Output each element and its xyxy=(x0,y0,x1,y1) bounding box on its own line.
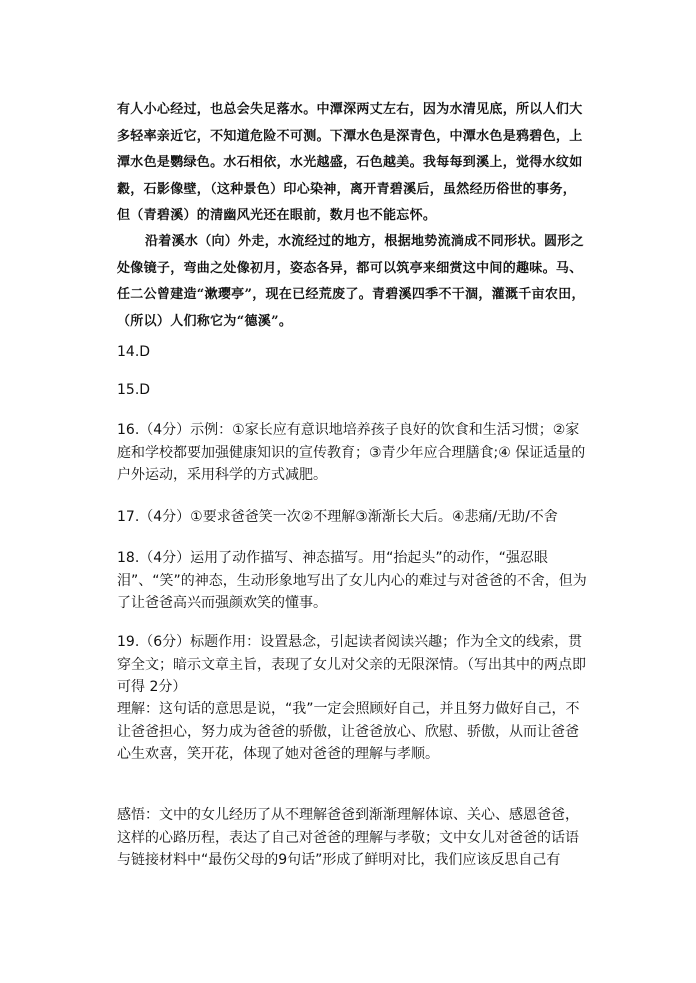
answer-16: 16.（4分）示例：①家长应有意识地培养孩子良好的饮食和生活习惯；②家庭和学校都要加强健康知识的宣传教育；③青少年应合理膳食;④ 保证适量的户外运动，采用科学的方式减肥。 xyxy=(117,422,586,483)
passage-paragraph-2: 沿着溪水（向）外走，水流经过的地方，根据地势流淌成不同形状。圆形之处像镜子，弯曲之处像初月，姿态各异，都可以筑亭来细赏这中间的趣味。马、任二公曾建造“漱璎亭”，现在已经荒废了。青碧溪四季不干涸，灌溉千亩农田，（所以）人们称它为“德溪”。 xyxy=(117,234,585,329)
answer-18: 18.（4分）运用了动作描写、神态描写。用“抬起头”的动作，“强忍眼泪”、“笑”的神态，生动形象地写出了女儿内心的难过与对爸爸的不舍，但为了让爸爸高兴而强颜欢笑的懂事。 xyxy=(117,550,587,611)
answer-14: 14.D xyxy=(117,344,151,360)
answer-19-reflection: 感悟：文中的女儿经历了从不理解爸爸到渐渐理解体谅、关心、感恩爸爸，这样的心路历程，表达了自己对爸爸的理解与孝敬；文中女儿对爸爸的话语与链接材料中“最伤父母的9句话”形成了鲜明对比，我们应该反思自己有 xyxy=(117,807,579,868)
passage-paragraph-1: 有人小心经过，也总会失足落水。中潭深两丈左右，因为水清见底，所以人们大多轻率亲近它，不知道危险不可测。下潭水色是深青色，中潭水色是鸦碧色，上潭水色是鹦绿色。水石相依，水光越盛，石色越美。我每每到溪上，觉得水纹如縠，石影像壁，（这种景色）印心染神，离开青碧溪后，虽然经历俗世的事务，但（青碧溪）的清幽风光还在眼前，数月也不能忘怀。 xyxy=(117,102,583,223)
answer-17: 17.（4分）①要求爸爸笑一次②不理解③渐渐长大后。④悲痛/无助/不舍 xyxy=(117,509,558,525)
answer-19-understanding: 理解：这句话的意思是说，“我”一定会照顾好自己，并且努力做好自己，不让爸爸担心，努力成为爸爸的骄傲，让爸爸放心、欣慰、骄傲，从而让爸爸心生欢喜，笑开花，体现了她对爸爸的理解与孝顺。 xyxy=(117,701,580,762)
answer-19-title-function: 19.（6分）标题作用：设置悬念，引起读者阅读兴趣；作为全文的线索，贯穿全文；暗示文章主旨，表现了女儿对父亲的无限深情。（写出其中的两点即可得 2分） xyxy=(117,634,586,695)
answer-15: 15.D xyxy=(117,382,151,398)
